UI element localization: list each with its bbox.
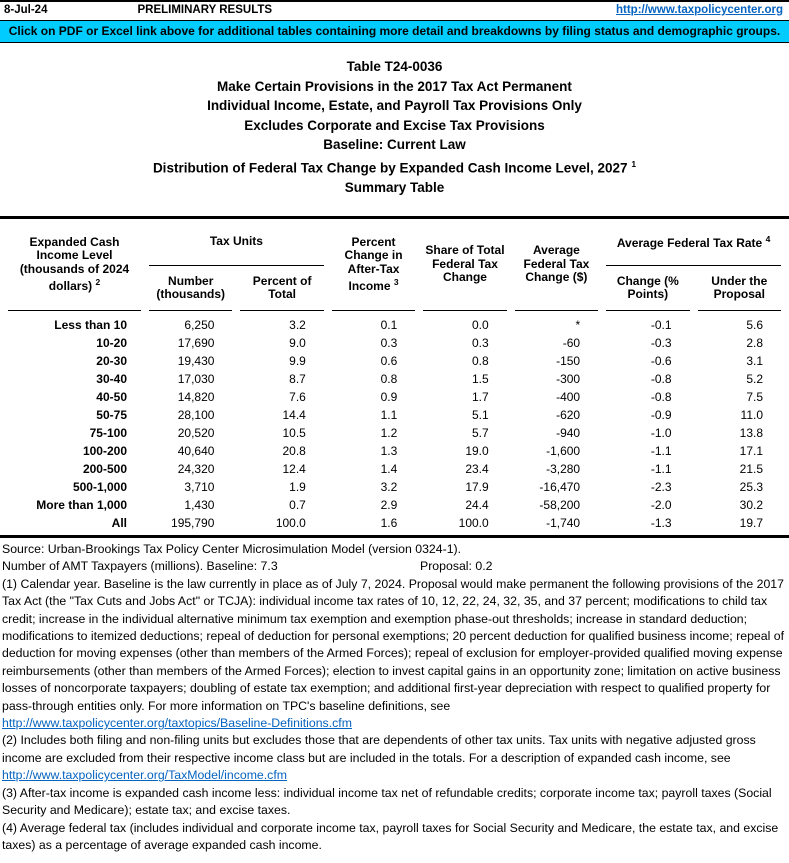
title-provisions: Individual Income, Estate, and Payroll Tax Provisions Only [207,98,582,113]
value-cell: 8.7 [289,371,306,386]
table-row [8,442,781,460]
income-level-cell: 10-20 [96,335,127,350]
distribution-table-wrap [0,216,789,538]
value-cell: 17.1 [739,443,763,458]
footnote-ref-3: 3 [393,277,399,287]
value-cell: 0.7 [289,497,306,512]
income-level-cell: 100-200 [82,443,127,458]
value-cell: 5.1 [472,407,489,422]
title-distribution: Distribution of Federal Tax Change by Expanded Cash Income Level, 2027 $^1$ [152,158,637,175]
col-header-number-thousands: Number (thousands) [149,266,232,311]
value-cell: 20.8 [282,443,306,458]
value-cell: -60 [562,335,581,350]
col-header-rate-change-points: Change (% Points) [606,266,689,311]
col-header-avg-tax-change: Average Federal Tax Change ($) [515,219,598,311]
value-cell: 5.2 [746,371,763,386]
income-level-cell: 500-1,000 [72,479,127,494]
value-cell: 1,430 [184,497,215,512]
value-cell: 195,790 [171,515,215,530]
value-cell: 0.1 [380,317,398,332]
income-level-cell: All [111,515,127,530]
col-group-avg-federal-tax-rate: Average Federal Tax Rate $^4$ [606,219,781,266]
taxpolicycenter-link[interactable]: http://www.taxpolicycenter.org [616,4,783,16]
report-date: 8-Jul-24 [4,4,48,16]
title-proposal: Make Certain Provisions in the 2017 Tax Act Permanent [217,78,572,94]
col-header-share-of-total-change: Share of Total Federal Tax Change [423,219,506,311]
value-cell: 5.7 [472,425,489,440]
value-cell: -300 [556,371,581,386]
value-cell: 0.8 [380,371,398,386]
income-level-cell: More than 1,000 [36,497,127,512]
value-cell: 12.4 [282,461,306,476]
income-level-cell: 50-75 [96,407,127,422]
value-cell: -620 [556,407,581,422]
value-cell: 23.4 [465,461,489,476]
value-cell: * [575,317,581,332]
value-cell: 14,820 [177,389,215,404]
info-banner [0,20,789,43]
value-cell: -0.1 [650,317,672,332]
income-level-cell: 30-40 [96,371,127,386]
value-cell: 10.5 [282,425,306,440]
table-row [8,496,781,514]
table-row [8,316,781,334]
col-header-percent-of-total: Percent of Total [240,266,323,311]
value-cell: 21.5 [739,461,763,476]
value-cell: -150 [556,353,581,368]
footnote-1: (1) Calendar year. Baseline is the law currently in place as of July 7, 2024. Proposal would make permanent the following provisions of the 2017 Tax Act (the "Tax Cuts and Jobs Act" or TCJA): individual income tax rates of 10, 12, 22, 24, 32, 35, and 37 percent; modifications to child tax credit; increase in the individual alternative minimum tax exemption and exemption phase-out thresholds; increase in standard deduction; modifications to itemized deductions; repeal of deduction for personal exemptions; 20 percent deduction for qualified business income; repeal of deduction for moving expenses (other than members of the Armed Forces); repeal of exclusion for employer-provided qualified moving expense reimbursements (other than members of the Armed Forces); election to invest capital gains in an opportunity zone; limitation on active business losses of noncorporate taxpayers; doubling of estate tax exemption; and additional first-year depreciation with respect to qualified property for pass-through entities only. For more information on TPC's baseline definitions, see [2,576,784,713]
title-excludes: Excludes Corporate and Excise Tax Provisions [244,117,545,133]
col-group-tax-units: Tax Units [149,219,324,266]
preliminary-results-label: PRELIMINARY RESULTS [137,4,273,16]
value-cell: -58,200 [539,497,581,512]
value-cell: -16,470 [539,479,581,494]
value-cell: 0.9 [380,389,398,404]
value-cell: 3.2 [289,317,306,332]
value-cell: -940 [556,425,581,440]
footnote-4: (4) Average federal tax (includes individual and corporate income tax, payroll taxes for Social Security and Medicare, the estate tax, and excise taxes) as a percentage of average expanded cash income. [2,820,779,852]
page-title [0,57,789,197]
info-banner-text: Click on PDF or Excel link above for additional tables containing more detail and breakdowns by filing status and demographic groups. [8,24,781,38]
col-header-pct-change-after-tax-income: Percent Change in After-Tax Income $^3$ [332,219,415,311]
value-cell: 1.7 [472,389,489,404]
value-cell: 0.6 [380,353,398,368]
income-level-cell: 40-50 [96,389,127,404]
table-body [8,311,781,532]
title-table-number: Table T24-0036 [346,59,443,74]
value-cell: 17,690 [177,335,215,350]
footnote-ref-1: 1 [631,158,637,169]
top-header-bar [0,0,789,20]
value-cell: -1.0 [650,425,672,440]
title-baseline: Baseline: Current Law [323,137,466,152]
value-cell: 24,320 [177,461,215,476]
value-cell: 19.0 [465,443,489,458]
income-level-cell: 200-500 [82,461,127,476]
amt-baseline-value: Number of AMT Taxpayers (millions). Baseline: 7.3 [2,559,278,574]
value-cell: -0.8 [650,371,672,386]
value-cell: 6,250 [184,317,215,332]
value-cell: -0.9 [650,407,672,422]
value-cell: 20,520 [177,425,215,440]
table-row [8,334,781,352]
value-cell: 2.9 [380,497,398,512]
distribution-table [0,219,789,532]
value-cell: 3,710 [184,479,215,494]
value-cell: -2.0 [650,497,672,512]
table-row [8,388,781,406]
value-cell: -1,600 [546,443,581,458]
value-cell: 19,430 [177,353,215,368]
value-cell: 9.0 [289,335,306,350]
value-cell: -1,740 [546,515,581,530]
value-cell: 1.3 [380,443,398,458]
value-cell: 11.0 [740,407,763,422]
value-cell: 0.0 [472,317,489,332]
value-cell: 100.0 [458,515,489,530]
value-cell: 0.3 [472,335,489,350]
income-level-cell: 75-100 [89,425,127,440]
value-cell: 1.5 [472,371,489,386]
value-cell: -0.8 [650,389,672,404]
value-cell: 1.9 [289,479,306,494]
footnote-ref-2: 2 [95,277,101,287]
income-level-cell: Less than 10 [54,317,127,332]
value-cell: -0.6 [650,353,672,368]
value-cell: 5.6 [746,317,763,332]
value-cell: -3,280 [546,461,581,476]
table-header [8,219,781,311]
table-row [8,352,781,370]
value-cell: 2.8 [746,335,763,350]
table-row [8,514,781,532]
value-cell: -0.3 [650,335,672,350]
expanded-cash-income-link[interactable]: http://www.taxpolicycenter.org/TaxModel/income.cfm [2,768,287,783]
value-cell: 17.9 [465,479,489,494]
value-cell: 24.4 [465,497,489,512]
value-cell: 1.1 [380,407,398,422]
col-header-under-the-proposal: Under the Proposal [698,266,781,311]
value-cell: 13.8 [739,425,763,440]
value-cell: 30.2 [739,497,763,512]
value-cell: 17,030 [177,371,215,386]
amt-taxpayers-line [2,558,785,575]
value-cell: 1.6 [380,515,398,530]
table-row [8,478,781,496]
value-cell: -1.1 [650,443,672,458]
value-cell: 100.0 [275,515,306,530]
income-level-cell: 20-30 [96,353,127,368]
value-cell: 40,640 [177,443,215,458]
amt-proposal-value: Proposal: 0.2 [420,559,493,574]
value-cell: -400 [556,389,581,404]
source-note: Source: Urban-Brookings Tax Policy Center Microsimulation Model (version 0324-1). [2,542,462,556]
value-cell: 7.5 [746,389,763,404]
table-row [8,370,781,388]
value-cell: 1.4 [380,461,398,476]
value-cell: 14.4 [282,407,306,422]
col-header-income-level: Expanded Cash Income Level (thousands of 2024 dollars) $^2$ [8,219,141,311]
table-row [8,424,781,442]
footnote-2: (2) Includes both filing and non-filing units but excludes those that are dependents of other tax units. Tax units with negative adjusted gross income are excluded from their respective income class but are included in the totals. For a description of expanded cash income, see [2,733,756,765]
value-cell: 28,100 [177,407,215,422]
footnote-ref-4: 4 [765,234,771,245]
value-cell: 3.2 [380,479,398,494]
baseline-definitions-link[interactable]: http://www.taxpolicycenter.org/taxtopics/Baseline-Definitions.cfm [2,716,352,731]
value-cell: 19.7 [739,515,763,530]
value-cell: -1.3 [650,515,672,530]
footnote-3: (3) After-tax income is expanded cash income less: individual income tax net of refundable credits; corporate income tax; payroll taxes (Social Security and Medicare); estate tax; and excise taxes. [2,785,772,818]
value-cell: 3.1 [746,353,763,368]
footnotes [0,541,789,854]
value-cell: 1.2 [380,425,398,440]
value-cell: 0.8 [472,353,489,368]
value-cell: 0.3 [380,335,398,350]
table-row [8,406,781,424]
value-cell: 7.6 [289,389,306,404]
table-row [8,460,781,478]
value-cell: 25.3 [739,479,763,494]
value-cell: -2.3 [650,479,672,494]
value-cell: 9.9 [289,353,306,368]
value-cell: -1.1 [650,461,672,476]
title-summary: Summary Table [344,179,445,195]
